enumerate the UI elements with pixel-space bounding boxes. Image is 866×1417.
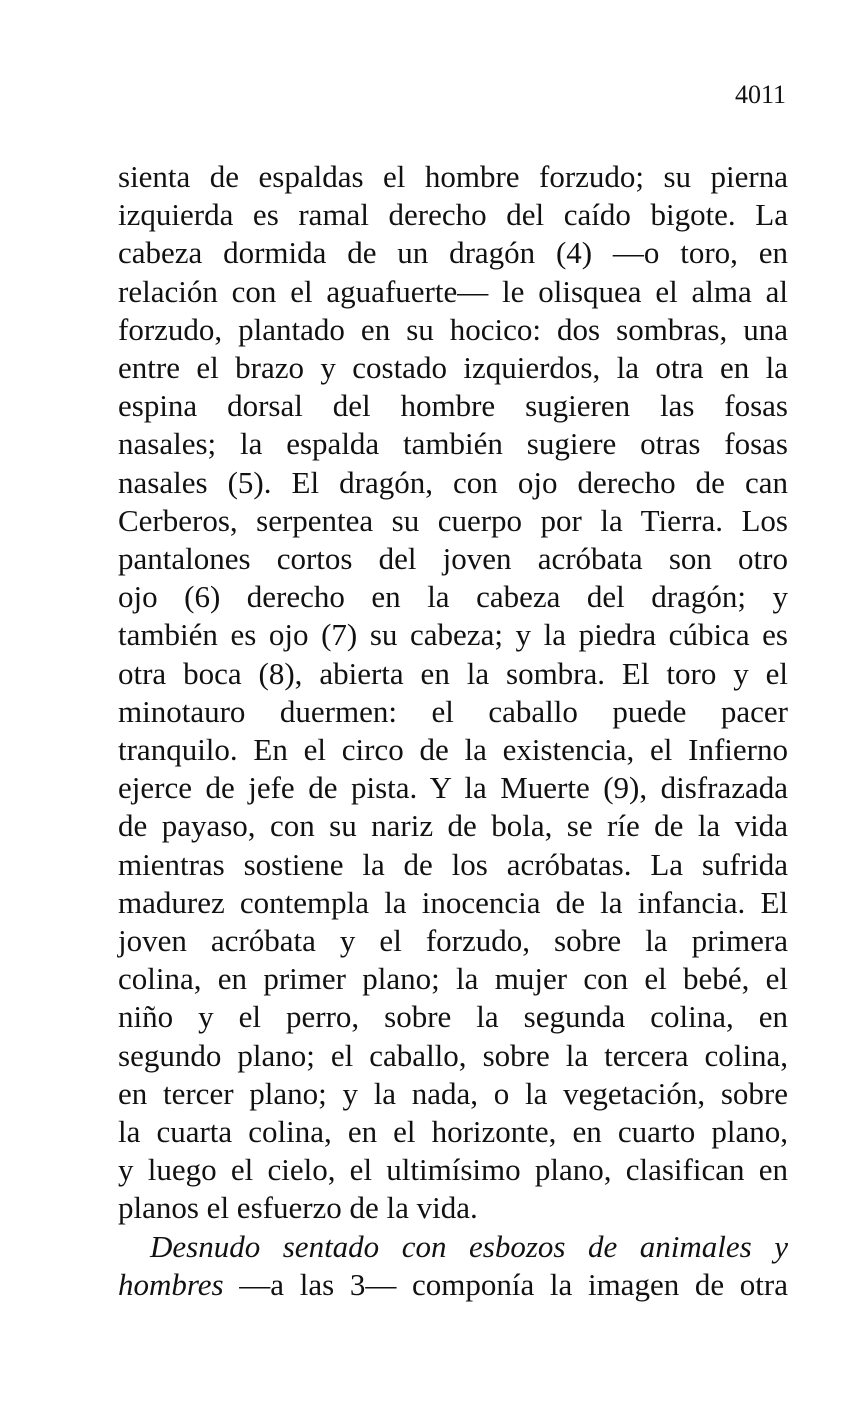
text-line: izquierda es ramal derecho del caído bigote. La — [118, 197, 788, 233]
text-line: otra boca (8), abierta en la sombra. El toro y el — [118, 655, 788, 691]
text-line-italic — [118, 1228, 788, 1266]
text-line: segundo plano; el caballo, sobre la tercera colina, — [118, 1037, 788, 1073]
text-line: en tercer plano; y la nada, o la vegetación, sobre — [118, 1075, 788, 1111]
text-line: minotauro duermen: el caballo puede pacer — [118, 693, 788, 729]
text-line: nasales; la espalda también sugiere otras fosas — [118, 426, 788, 462]
text-line: tranquilo. En el circo de la existencia, el Infierno — [118, 732, 788, 768]
text-line-mixed — [118, 1266, 788, 1304]
text-line: planos el esfuerzo de la vida. — [118, 1190, 478, 1226]
text-line: niño y el perro, sobre la segunda colina, en — [118, 999, 788, 1035]
artwork-title: Desnudo sentado con esbozos de animales y — [150, 1228, 788, 1264]
text-line: nasales (5). El dragón, con ojo derecho de can — [118, 464, 788, 500]
text-line: espina dorsal del hombre sugieren las fosas — [118, 388, 788, 424]
text-line: madurez contempla la inocencia de la infancia. El — [118, 884, 788, 920]
body-text — [118, 158, 788, 1304]
text-line: ojo (6) derecho en la cabeza del dragón; y — [118, 579, 788, 615]
text-line-rest: —a las 3— componía la imagen de otra — [223, 1266, 788, 1302]
text-line: sienta de espaldas el hombre forzudo; su pierna — [118, 159, 788, 194]
text-line: joven acróbata y el forzudo, sobre la primera — [118, 923, 788, 959]
text-line: mientras sostiene la de los acróbatas. La sufrida — [118, 846, 788, 882]
text-line: y luego el cielo, el ultimísimo plano, clasifican en — [118, 1152, 788, 1188]
artwork-title-cont: hombres — [118, 1266, 224, 1302]
text-line: entre el brazo y costado izquierdos, la otra en la — [118, 350, 788, 386]
text-line: también es ojo (7) su cabeza; y la piedra cúbica es — [118, 617, 788, 653]
page-number: 4011 — [734, 80, 786, 109]
text-line: relación con el aguafuerte— le olisquea el alma al — [118, 273, 788, 309]
text-line: forzudo, plantado en su hocico: dos sombras, una — [118, 311, 788, 347]
text-line: ejerce de jefe de pista. Y la Muerte (9), disfrazada — [118, 770, 788, 806]
text-line: pantalones cortos del joven acróbata son otro — [118, 541, 788, 577]
text-line: la cuarta colina, en el horizonte, en cuarto plano, — [118, 1114, 788, 1150]
text-line: cabeza dormida de un dragón (4) —o toro, en — [118, 235, 788, 271]
text-line: de payaso, con su nariz de bola, se ríe de la vida — [118, 808, 788, 844]
text-line: Cerberos, serpentea su cuerpo por la Tierra. Los — [118, 502, 788, 538]
text-line: colina, en primer plano; la mujer con el bebé, el — [118, 961, 788, 997]
